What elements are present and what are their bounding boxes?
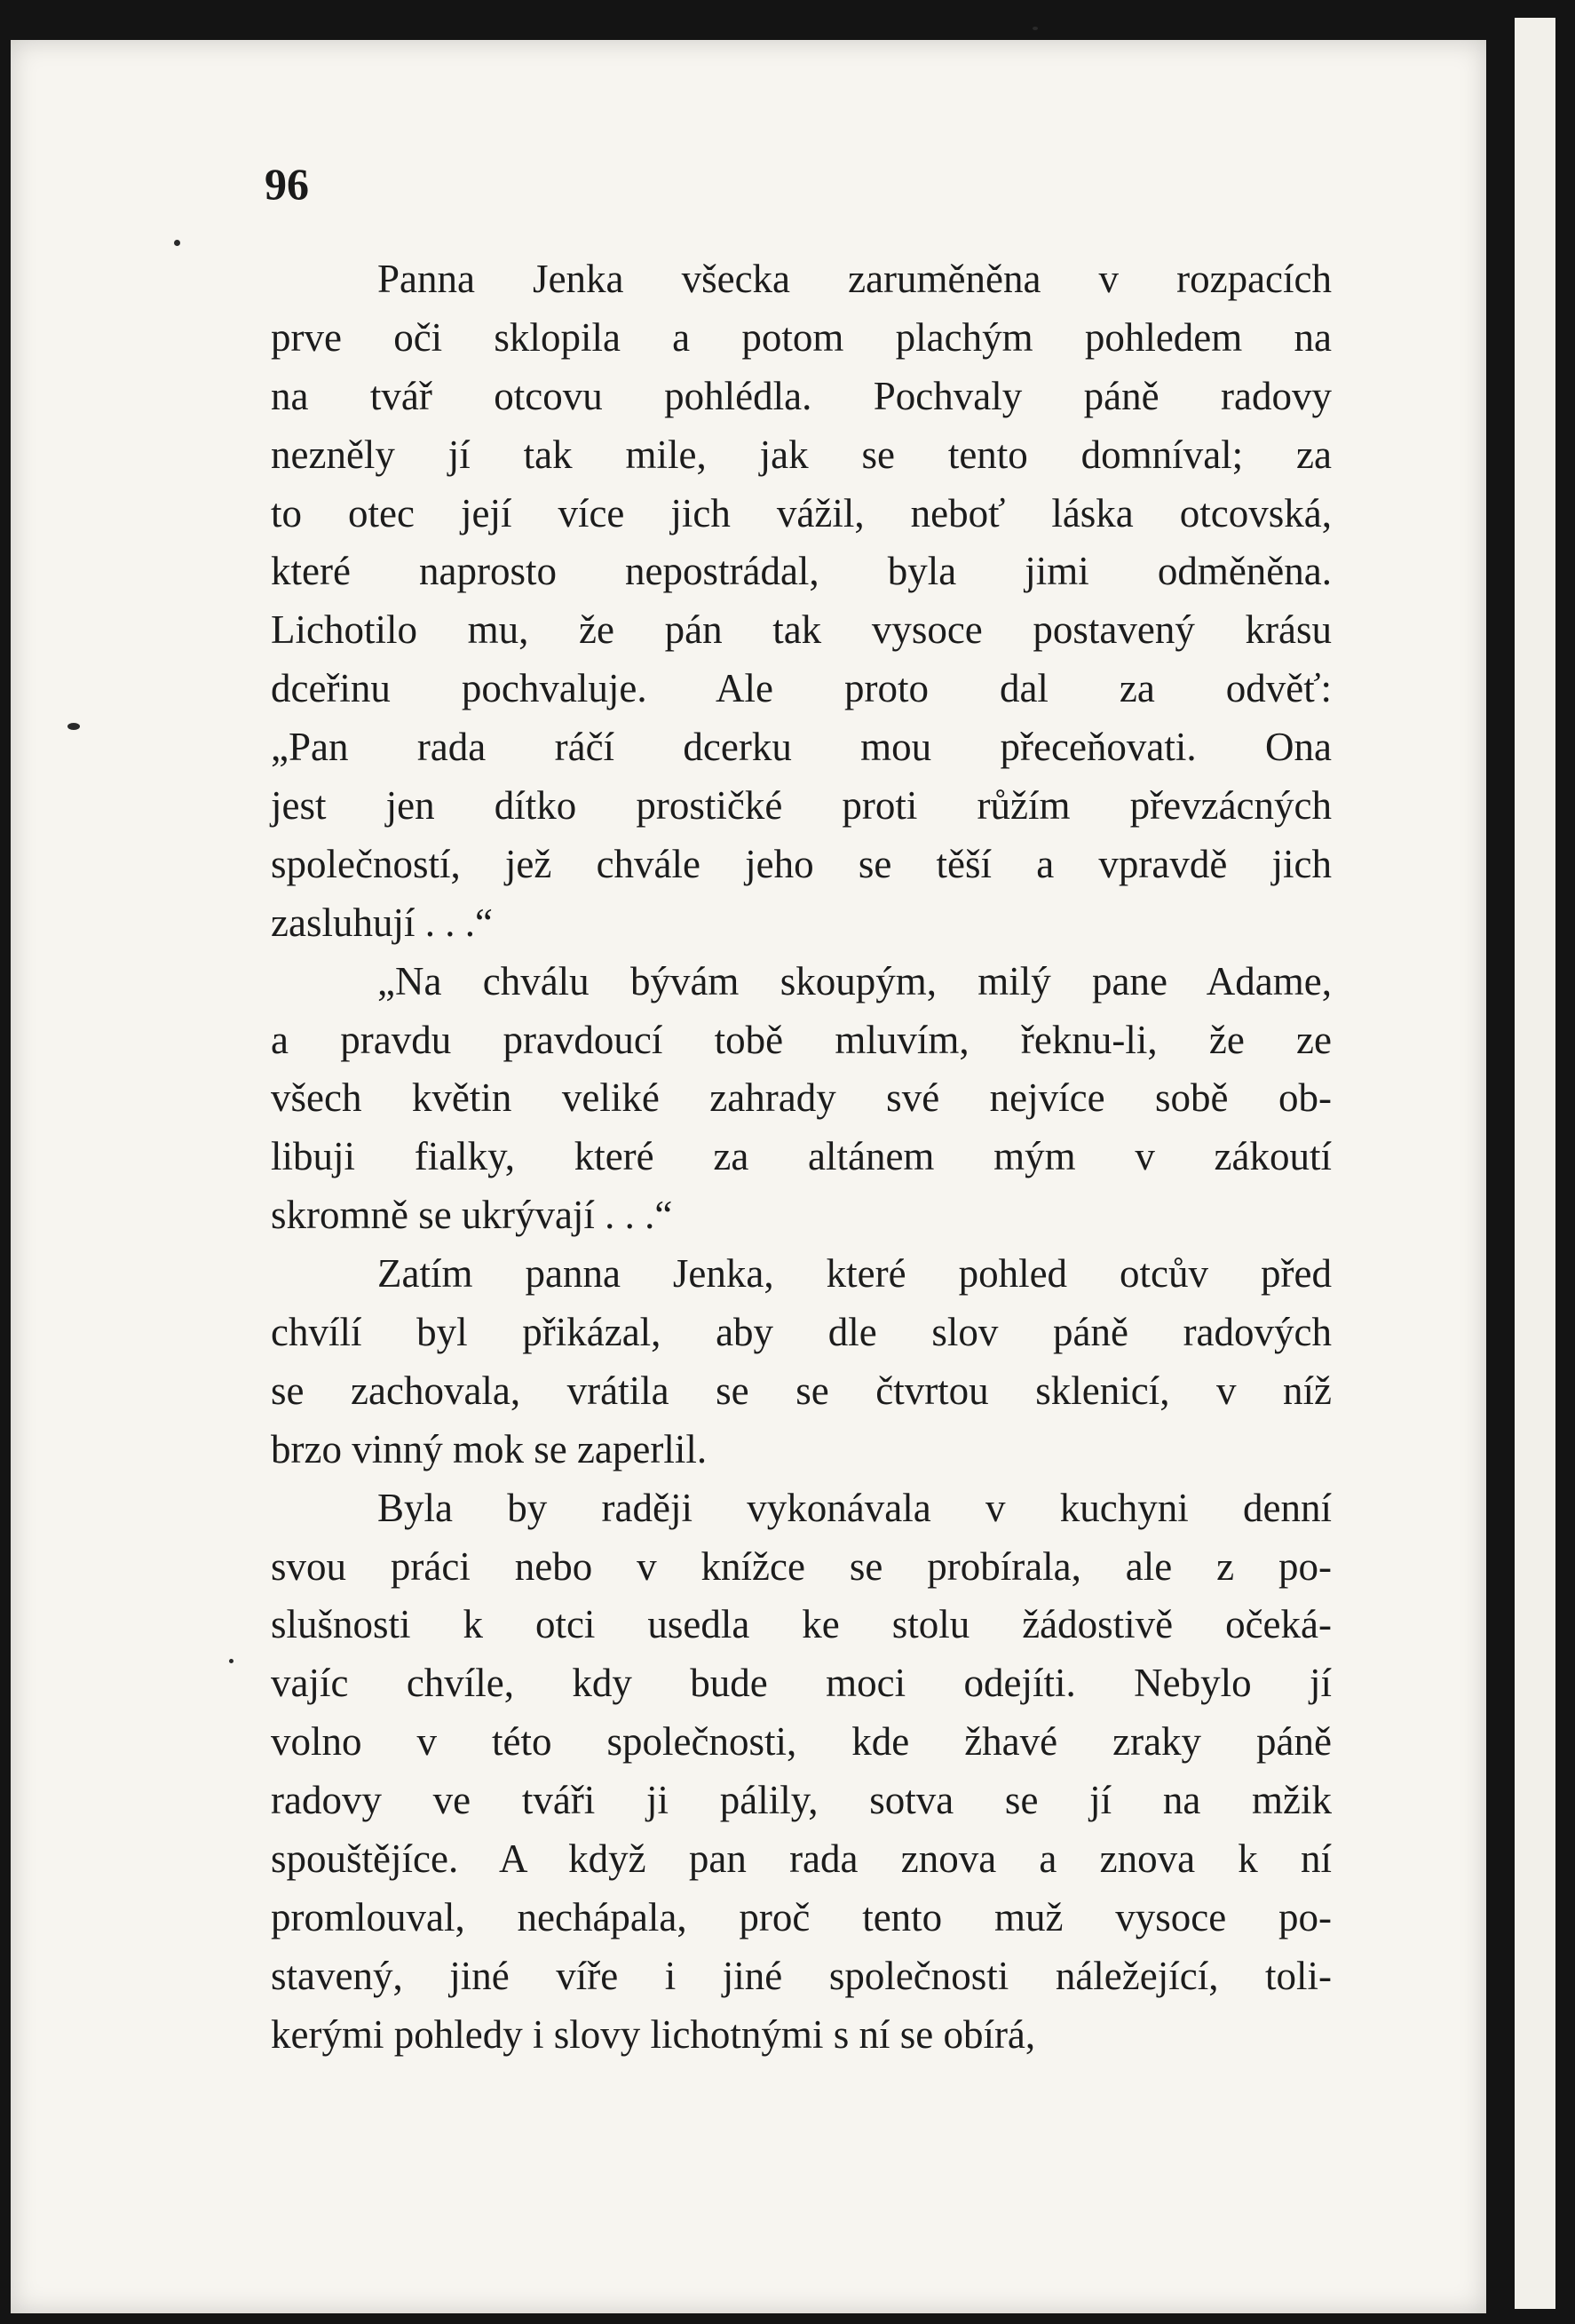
text-line: to otec její více jich vážil, neboť láska otcovská,	[271, 490, 1332, 535]
text-line: chvílí byl přikázal, aby dle slov páně radových	[271, 1310, 1332, 1355]
text-line: dceřinu pochvaluje. Ale proto dal za odvěť:	[271, 666, 1332, 711]
text-line: jest jen dítko prostičké proti růžím převzácných	[271, 783, 1332, 829]
text-line: Zatím panna Jenka, které pohled otcův před	[377, 1251, 1332, 1297]
text-line: Panna Jenka všecka zaruměněna v rozpacích	[377, 257, 1332, 301]
scan-speck	[67, 723, 80, 730]
text-line: se zachovala, vrátila se se čtvrtou sklenicí, v níž	[271, 1368, 1332, 1413]
scan-speck	[229, 1659, 233, 1663]
text-line: nezněly jí tak mile, jak se tento domníval; za	[271, 432, 1332, 477]
text-line: zasluhují . . .“	[271, 900, 493, 945]
text-line: prve oči sklopila a potom plachým pohledem na	[271, 314, 1332, 360]
text-line: společností, jež chvále jeho se těší a vpravdě jich	[271, 841, 1332, 886]
paragraph	[271, 1245, 1332, 1479]
text-line: stavený, jiné víře i jiné společnosti náležející, toli-	[271, 1953, 1332, 1998]
page-number: 96	[265, 159, 309, 209]
text-line: brzo vinný mok se zaperlil.	[271, 1426, 708, 1471]
text-line: libuji fialky, které za altánem mým v zákoutí	[271, 1134, 1332, 1179]
text-line: vajíc chvíle, kdy bude moci odejíti. Nebylo jí	[271, 1661, 1332, 1706]
text-line: volno v této společnosti, kde žhavé zraky páně	[271, 1719, 1332, 1765]
paragraph	[271, 250, 1332, 953]
text-line: „Pan rada ráčí dcerku mou přeceňovati. Ona	[271, 725, 1332, 770]
text-line: spouštějíce. A když pan rada znova a znova k ní	[271, 1836, 1332, 1882]
text-line: svou práci nebo v knížce se probírala, ale z po-	[271, 1543, 1332, 1589]
text-line: všech květin veliké zahrady své nejvíce sobě ob-	[271, 1075, 1332, 1121]
text-line: a pravdu pravdoucí tobě mluvím, řeknu-li, že ze	[271, 1017, 1332, 1062]
text-line: promlouval, nechápala, proč tento muž vysoce po-	[271, 1894, 1332, 1939]
text-line: kerými pohledy i slovy lichotnými s ní se obírá,	[271, 2011, 1036, 2057]
scan-speck	[174, 240, 180, 246]
text-line: radovy ve tváři ji pálily, sotva se jí na mžik	[271, 1778, 1332, 1823]
text-line: které naprosto nepostrádal, byla jimi odměněna.	[271, 549, 1332, 594]
scan-speck	[1033, 27, 1038, 30]
text-line: Byla by raději vykonávala v kuchyni denní	[377, 1485, 1332, 1530]
paragraph	[271, 1479, 1332, 2065]
body-text	[271, 250, 1332, 2065]
text-line: Lichotilo mu, že pán tak vysoce postavený krásu	[271, 607, 1332, 653]
paragraph	[271, 953, 1332, 1245]
next-page-edge	[1515, 18, 1555, 2309]
text-line: na tvář otcovu pohlédla. Pochvaly páně radovy	[271, 373, 1332, 418]
text-line: „Na chválu bývám skoupým, milý pane Adame,	[377, 958, 1332, 1003]
text-line: skromně se ukrývají . . .“	[271, 1193, 673, 1238]
text-line: slušnosti k otci usedla ke stolu žádostivě očeká-	[271, 1602, 1332, 1647]
